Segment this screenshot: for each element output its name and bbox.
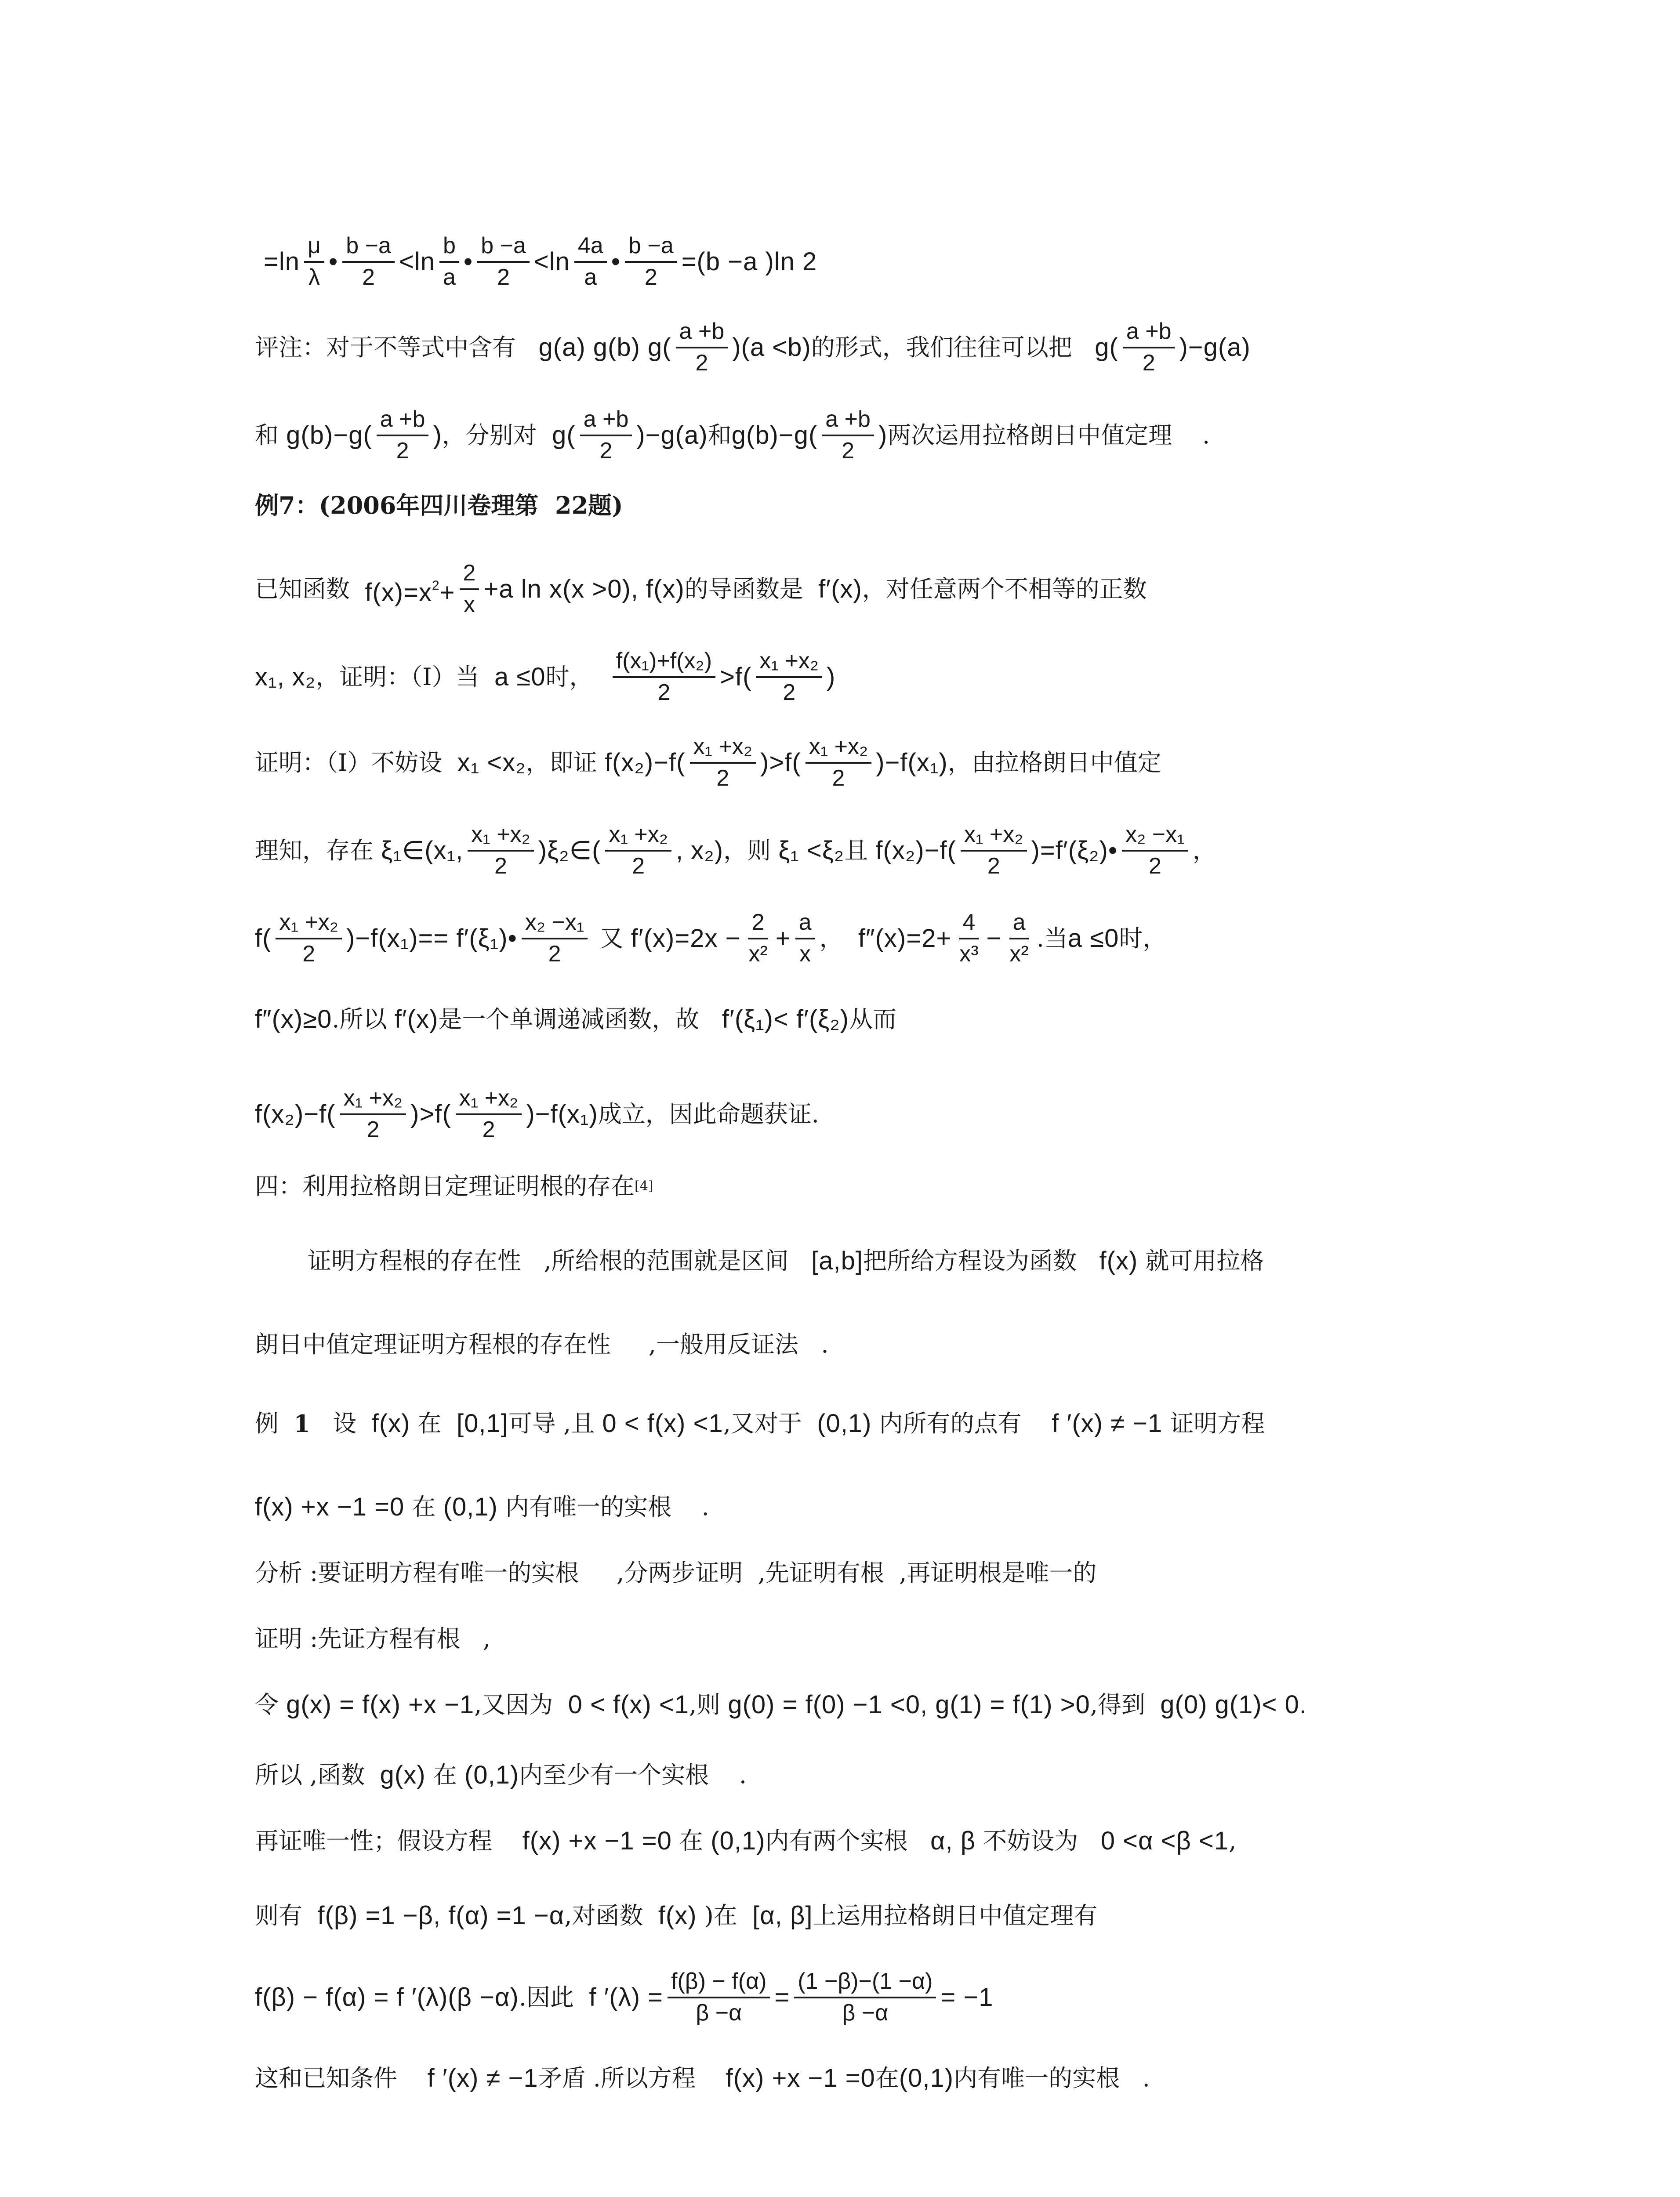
example-7-problem: 已知函数 $f(x)=x^2+$ $\frac{2}{x}$ +a ln x(x >0), f(x) 的导函数是 f′(x) ，对任意两个不相等的正数 [255, 560, 1147, 617]
footnote-ref: [4] [635, 1178, 653, 1194]
proof-uniqueness-1: 再证唯一性；假设方程 f(x) +x −1 =0 在 (0,1) 内有两个实根 α, β 不妨设为 0 <α <β <1 , [255, 1827, 1237, 1855]
proof-line-4: f″(x)≥0 .所以 f′(x) 是一个单调递减函数，故 f′(ξ₁)< f′(ξ₂) 从而 [255, 1005, 897, 1033]
equation-line-1: =ln $\frac{\mu}{\lambda}$ • $\frac{b -a}{2}$ <ln $\frac{b}{a}$ • $\frac{b -a}{2}$ <ln $\frac{4a}{a}$ • $\frac{b -a}{2}$ =(b −a )ln 2 [264, 233, 817, 290]
proof-uniqueness-3: f(β) − f(α) = f ′(λ)(β −α) .因此 f ′(λ) = $\frac{f(\beta) - f(\alpha)}{\beta -\alpha}$ = $\frac{(1 -\beta)-(1 -\alpha)}{\beta -\alpha}$ = −1 [255, 1969, 994, 2026]
conclusion-line: 这和已知条件 f ′(x) ≠ −1 矛盾 .所以方程 f(x) +x −1 =0 在 (0,1) 内有唯一的实根 . [255, 2064, 1150, 2092]
example-7-claim: x₁, x₂ ，证明：（Ⅰ）当 a ≤0 时， $\frac{\text{f(x₁)+f(x₂)}}{2}$ >f ( $\frac{\text{x₁ +x₂}}{2}$ ) [255, 648, 836, 705]
proof-existence-heading: 证明 :先证方程有根 , [255, 1625, 491, 1653]
section-4-paragraph-1: 证明方程根的存在性 ,所给根的范围就是区间 [a,b] 把所给方程设为函数 f(x) 就可用拉格 [308, 1247, 1264, 1275]
comment-line-2: 和 g(b)−g ( $\frac{a +b}{2}$ ) ，分别对 g ( $\frac{a +b}{2}$ )−g(a) 和 g(b)−g ( $\frac{a +b}{2}$ ) 两次运用拉格朗日中值定理 . [255, 406, 1210, 464]
example-1-problem-2: f(x) +x −1 =0 在 (0,1) 内有唯一的实根 . [255, 1493, 709, 1521]
proof-existence-1: 令 g(x) = f(x) +x −1 ,又因为 0 < f(x) <1 ,则 g(0) = f(0) −1 <0, g(1) = f(1) >0 ,得到 g(0) g(1)< 0. [255, 1690, 1307, 1719]
comment-line: 评注：对于不等式中含有 g(a) g(b) g ( $\frac{a +b}{2}$ ) (a <b) 的形式，我们往往可以把 g ( $\frac{a +b}{2}$ )−g(a) [255, 319, 1251, 376]
example-7-heading: 例7：(2006年四川卷理第 22题) [255, 491, 623, 519]
analysis-line: 分析 :要证明方程有唯一的实根 ,分两步证明 ,先证明有根 ,再证明根是唯一的 [255, 1559, 1097, 1587]
proof-line-3: f ( $\frac{\text{x₁ +x₂}}{2}$ )−f(x₁)== f′(ξ₁)• $\frac{\text{x₂ −x₁}}{2}$ 又 f′(x)=2x − $\frac{2}{\text{x²}}$ + $\frac{a}{x}$ ， f″(x)=2+ $\frac{4}{\text{x³}}$ − $\frac{a}{\text{x²}}$ .当 a ≤0 时， [255, 910, 1167, 967]
proof-uniqueness-2: 则有 f(β) =1 −β, f(α) =1 −α ,对函数 f(x) )在 [α, β] 上运用拉格朗日中值定理有 [255, 1901, 1098, 1930]
section-4-heading: 四：利用拉格朗日定理证明根的存在 [4] [255, 1164, 1468, 1208]
proof-line-5: f(x₂)−f ( $\frac{\text{x₁ +x₂}}{2}$ )>f ( $\frac{\text{x₁ +x₂}}{2}$ )−f(x₁) 成立，因此命题获证. [255, 1085, 819, 1142]
example-1-problem: 例 1 设 f(x) 在 [0,1] 可导 ,且 0 < f(x) <1 ,又对于 (0,1) 内所有的点有 f ′(x) ≠ −1 证明方程 [255, 1409, 1265, 1438]
proof-line-2: 理知，存在 ξ₁∈ (x₁, $\frac{\text{x₁ +x₂}}{2}$ ) ξ₂∈ ( $\frac{\text{x₁ +x₂}}{2}$ , x₂) ，则 ξ₁ <ξ₂ 且 f(x₂)−f ( $\frac{\text{x₁ +x₂}}{2}$ )=f′(ξ₂)• $\frac{\text{x₂ −x₁}}{2}$ ， [255, 822, 1216, 879]
proof-line-1: 证明：（Ⅰ）不妨设 x₁ <x₂ ，即证 f(x₂)−f ( $\frac{\text{x₁ +x₂}}{2}$ )>f ( $\frac{\text{x₁ +x₂}}{2}$ )−f(x₁) ，由拉格朗日中值定 [255, 734, 1161, 791]
proof-existence-2: 所以 ,函数 g(x) 在 (0,1) 内至少有一个实根 . [255, 1761, 747, 1789]
section-4-paragraph-2: 朗日中值定理证明方程根的存在性 ,一般用反证法 . [255, 1331, 829, 1358]
